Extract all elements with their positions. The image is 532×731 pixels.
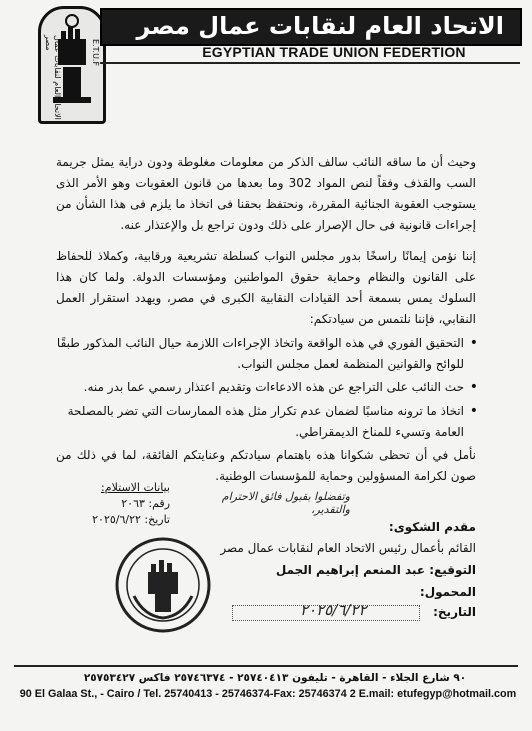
footer-divider	[14, 665, 518, 667]
closing-line: وتفضلوا بقبول فائق الاحترام والتقدير،	[221, 490, 350, 516]
receipt-title: بيانات الاستلام:	[101, 481, 170, 494]
header-title-en: EGYPTIAN TRADE UNION FEDERTION	[202, 44, 466, 60]
bullet-item: • حث النائب على التراجع عن هذه الادعاءات وتقديم اعتذار رسمي عما بدر منه.	[54, 377, 476, 398]
header-title-ar: الاتحاد العام لنقابات عمال مصر	[136, 12, 504, 40]
etuf-logo	[38, 6, 106, 124]
receipt-number: رقم: ٢٠٦٣	[121, 497, 170, 510]
date-handwritten: ٢٠٢٥/٦/٢٢	[300, 601, 367, 619]
header-banner	[100, 8, 522, 46]
receipt-date: تاريخ: ٢٠٢٥/٦/٢٢	[92, 513, 170, 526]
footer-address-en: 90 El Galaa St., - Cairo / Tel. 25740413 - 25746374-Fax: 25746374 2 E.mail: etufegyp@hotmail.com	[19, 688, 517, 700]
date-label: التاريخ:	[433, 605, 476, 619]
official-stamp	[114, 536, 212, 634]
paragraph-2: إننا نؤمن إيمانًا راسخًا بدور مجلس النواب كسلطة تشريعية ورقابية، وكملاذ للحفاظ على القانون والنظام وحماية حقوق المواطنين ومؤسسات الدولة. ولما كان هذا السلوك يمس بسمعة أحد القيادات النقابية الكبرى في مصر، ويهدد استقرار العمل النقابي، فإننا نلتمس من سيادتكم:	[56, 249, 476, 326]
bullet-item: • اتخاذ ما ترونه مناسبًا لضمان عدم تكرار مثل هذه الممارسات التي تضر بالمصلحة العامة وتسيء للمناخ الديمقراطي.	[54, 401, 476, 443]
logo-side-text: الاتحاد العام لنقابات عمال مصر	[44, 35, 62, 120]
submitter-heading: مقدم الشكوى:	[388, 520, 476, 534]
signature-line: التوقيع: عبد المنعم إبراهيم الجمل	[275, 563, 476, 577]
logo-letters: E.T.U.F	[91, 39, 100, 67]
paragraph-3: نأمل في أن تحظى شكوانا هذه باهتمام سيادتكم وعنايتكم الفائقة، لما في ذلك من صون لكرامة المسؤولين وحماية للمؤسسات الوطنية.	[56, 448, 476, 483]
bullet-item: • التحقيق الفوري في هذه الواقعة واتخاذ الإجراءات اللازمة حيال النائب المذكور طبقًا للوائح والقوانين المنظمة لعمل مجلس النواب.	[54, 333, 476, 375]
mobile-label: المحمول:	[419, 585, 476, 599]
footer-address-ar: ٩٠ شارع الجلاء - القاهرة - تليفون ٢٥٧٤٠٤١٣ - ٢٥٧٤٦٣٧٤ فاكس ٢٥٧٥٣٤٢٧	[83, 672, 467, 684]
header-divider	[100, 62, 520, 64]
receipt-info	[50, 480, 170, 528]
paragraph-1: وحيث أن ما ساقه النائب سالف الذكر من معلومات مغلوطة ودون دراية يمثل جريمة السب والقذف وفقاً لنص المواد 302 وما بعدها من قانون العقوبات وهو الأمر الذى يستوجب العقوبة الجنائية المقررة، ونحتفظ بحقنا فى اتخاذ ما يلزم فى هذا الشأن من إجراءات قانونية فى حال الإصرار على ذلك ودون تراجع بل والإعتذار عنه.	[56, 155, 477, 232]
submitter-name-line: القائم بأعمال رئيس الاتحاد العام لنقابات عمال مصر	[220, 541, 476, 555]
